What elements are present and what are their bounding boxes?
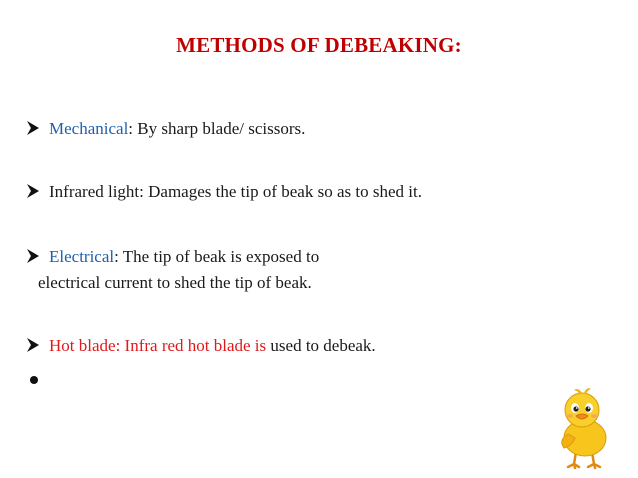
method-description: Infrared light: Damages the tip of beak so as to shed it.	[49, 182, 422, 201]
bullet-hot-blade	[27, 335, 376, 357]
slide-title: METHODS OF DEBEAKING:	[176, 33, 462, 57]
arrow-bullet-icon	[27, 249, 39, 263]
method-name: Hot blade: Infra red hot blade is	[49, 336, 267, 355]
round-bullet-icon	[30, 376, 38, 384]
bullet-mechanical	[27, 118, 305, 140]
bullet-electrical-continuation: electrical current to shed the tip of beak.	[38, 273, 312, 292]
method-description: used to debeak.	[266, 336, 376, 355]
bullet-infrared	[27, 181, 422, 203]
bullet-electrical	[27, 246, 319, 268]
arrow-bullet-icon	[27, 121, 39, 135]
cartoon-chick-icon	[548, 386, 620, 470]
arrow-bullet-icon	[27, 338, 39, 352]
method-description: : By sharp blade/ scissors.	[128, 119, 306, 138]
method-name: Electrical	[49, 247, 115, 266]
arrow-bullet-icon	[27, 184, 39, 198]
method-description: : The tip of beak is exposed to	[114, 247, 320, 266]
method-name: Mechanical	[49, 119, 129, 138]
